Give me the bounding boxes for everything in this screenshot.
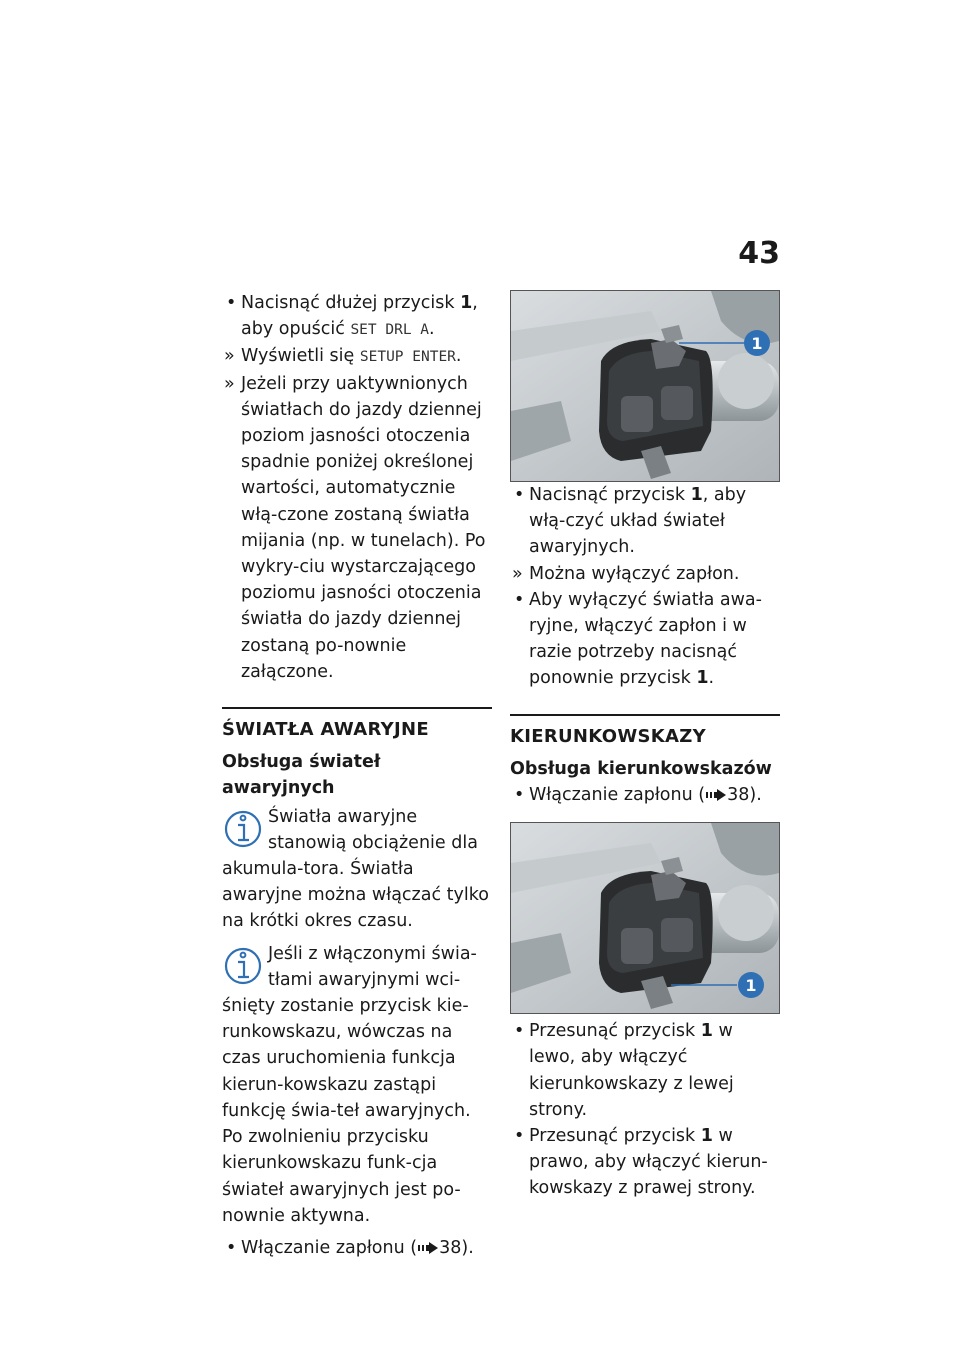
list-item: • Przesunąć przycisk 1 w prawo, aby włączyć kierun-kowskazy z prawej strony.: [510, 1123, 780, 1202]
handlebar-switch-photo-hazard: [510, 290, 780, 482]
info-note-icon: [222, 943, 264, 987]
handlebar-switch-photo-indicator: [510, 822, 780, 1014]
right-column: [510, 290, 780, 1202]
list-item: • Włączanie zapłonu ( 38).: [510, 782, 780, 808]
page-number: 43: [738, 236, 780, 271]
left-column: [222, 290, 492, 1261]
list-item: • Przesunąć przycisk 1 w lewo, aby włączyć kierunkowskazy z lewej strony.: [510, 1018, 780, 1123]
photo-callout-label: 1: [745, 976, 757, 996]
section-title: ŚWIATŁA AWARYJNE: [222, 707, 492, 743]
list-item: • Nacisnąć przycisk 1, aby włą-czyć układ świateł awaryjnych.: [510, 482, 780, 561]
list-item: • Włączanie zapłonu ( 38).: [222, 1235, 492, 1261]
result-item: » Wyświetli się SETUP ENTER.: [222, 343, 492, 370]
list-item: • Nacisnąć dłużej przycisk 1, aby opuścić SET DRL A.: [222, 290, 492, 343]
section-title: KIERUNKOWSKAZY: [510, 714, 780, 750]
info-note: Światła awaryjne stanowią obciążenie dla akumula-tora. Światła awaryjne można włączać tylko na krótki okres czasu.: [222, 806, 489, 932]
subsection-title: Obsługa kierunkowskazów: [510, 758, 772, 779]
page-reference-arrow-icon: [417, 1241, 439, 1255]
page-reference-arrow-icon: [705, 788, 727, 802]
info-note-icon: [222, 806, 264, 850]
subsection-title: Obsługa świateł awaryjnych: [222, 752, 381, 799]
result-item: » Jeżeli przy uaktywnionych światłach do jazdy dziennej poziom jasności otoczenia spadnie poniżej określonej wartości, automatycznie włą-czone zostaną światła mijania (np. w tunelach). Po wykry-ciu wystarczającego poziomu jasności otoczenia światła do jazdy dziennej zostaną po-nownie załączone.: [222, 371, 492, 685]
list-item: • Aby wyłączyć światła awa-ryjne, włączyć zapłon i w razie potrzeby nacisnąć ponownie przycisk 1.: [510, 587, 780, 692]
info-note: Jeśli z włączonymi świa-tłami awaryjnymi wci-śnięty zostanie przycisk kie-runkowskazu, wówczas na czas uruchomienia funkcja kierun-kowskazu zastąpi funkcję świa-teł awaryjnych. Po zwolnieniu przycisku kierunkowskazu funk-cja świateł awaryjnych jest po-nownie aktywna.: [222, 943, 477, 1226]
photo-callout-label: 1: [751, 334, 763, 353]
result-item: » Można wyłączyć zapłon.: [510, 561, 780, 587]
